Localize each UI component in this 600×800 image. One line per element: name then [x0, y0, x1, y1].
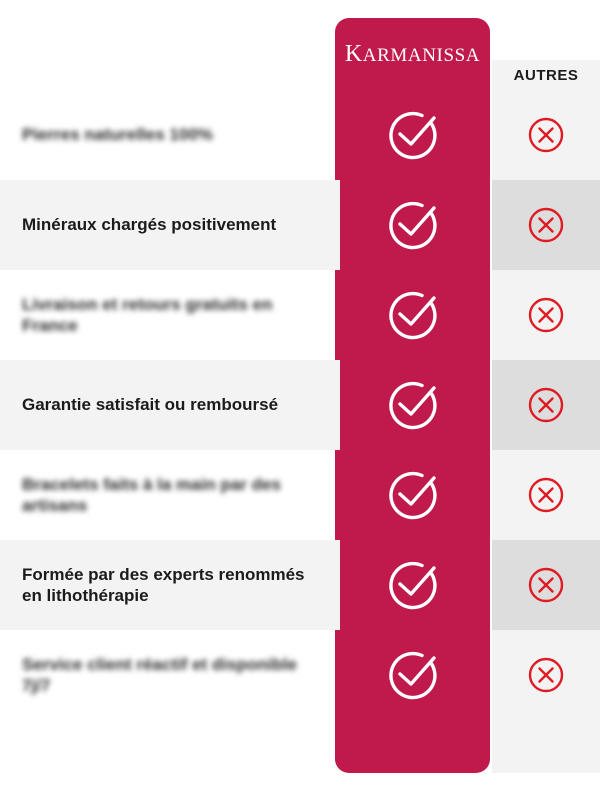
table-row — [0, 180, 600, 270]
others-value-cell — [492, 180, 600, 270]
others-column-header: AUTRES — [513, 66, 579, 84]
table-row — [0, 360, 600, 450]
row-label: Livraison et retours gratuits en France — [22, 294, 273, 335]
brand-logo-ssa: SSA — [443, 44, 481, 66]
cross-icon — [527, 476, 565, 514]
table-row — [0, 90, 600, 180]
row-label: Pierres naturelles 100% — [22, 125, 213, 145]
brand-logo-text — [345, 41, 480, 68]
row-label-cell — [0, 270, 340, 360]
cross-icon — [527, 296, 565, 334]
check-icon — [384, 466, 442, 524]
brand-value-cell — [335, 180, 490, 270]
brand-logo — [335, 18, 490, 90]
cross-icon — [527, 116, 565, 154]
table-row — [0, 630, 600, 720]
check-icon — [384, 106, 442, 164]
row-label-cell — [0, 450, 340, 540]
cross-icon — [527, 656, 565, 694]
cross-icon — [527, 206, 565, 244]
row-label: Service client réactif et disponible 7j/7 — [22, 654, 297, 695]
cross-icon — [527, 386, 565, 424]
row-label-cell — [0, 360, 340, 450]
others-value-cell — [492, 360, 600, 450]
table-row — [0, 270, 600, 360]
row-label-cell — [0, 630, 340, 720]
brand-logo-k: K — [344, 40, 363, 67]
check-icon — [384, 376, 442, 434]
others-value-cell — [492, 450, 600, 540]
row-label: Bracelets faits à la main par des artisans — [22, 474, 281, 515]
check-icon — [384, 286, 442, 344]
brand-value-cell — [335, 630, 490, 720]
check-icon — [384, 556, 442, 614]
others-value-cell — [492, 630, 600, 720]
brand-value-cell — [335, 360, 490, 450]
brand-value-cell — [335, 270, 490, 360]
brand-logo-i: I — [436, 44, 444, 66]
row-label-cell — [0, 90, 340, 180]
brand-logo-arman: ARMAN — [362, 44, 437, 66]
row-label: Formée par des experts renommés en lithothérapie — [22, 564, 305, 605]
brand-value-cell — [335, 540, 490, 630]
check-icon — [384, 196, 442, 254]
row-label-cell — [0, 180, 340, 270]
row-label-cell — [0, 540, 340, 630]
brand-value-cell — [335, 450, 490, 540]
row-label: Minéraux chargés positivement — [22, 215, 277, 235]
check-icon — [384, 646, 442, 704]
others-value-cell — [492, 540, 600, 630]
table-row — [0, 540, 600, 630]
cross-icon — [527, 566, 565, 604]
row-label: Garantie satisfait ou remboursé — [22, 395, 279, 415]
others-value-cell — [492, 270, 600, 360]
brand-value-cell — [335, 90, 490, 180]
others-value-cell — [492, 90, 600, 180]
table-row — [0, 450, 600, 540]
